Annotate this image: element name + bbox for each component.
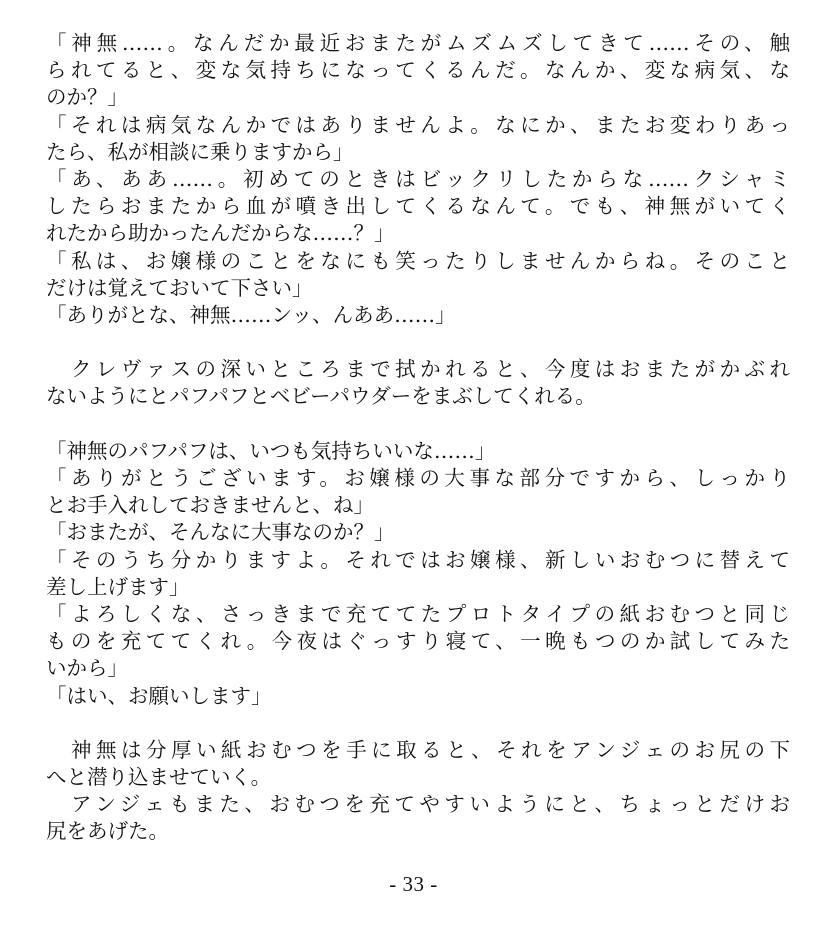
text-line: へと潜り込ませていく。 (46, 765, 272, 790)
document-page (46, 30, 790, 846)
text-line: 「ありがとな、神無……ンッ、んああ……」 (46, 302, 456, 327)
text-line: 「おまたが、そんなに大事なのか？」 (46, 520, 395, 545)
page-number: - 33 - (389, 872, 438, 896)
text-line: のか？」 (46, 85, 128, 110)
text-line: クレヴァスの深いところまで拭かれると、今度はおまたがかぶれ (46, 357, 790, 382)
text-line: 「私は、お嬢様のことをなにも笑ったりしませんからね。そのこと (46, 248, 790, 273)
blank-line (46, 411, 790, 438)
text-line: 「よろしくな、さっきまで充ててたプロトタイプの紙おむつと同じ (46, 601, 790, 626)
text-line: いから」 (46, 656, 128, 681)
text-line: 「神無のパフパフは、いつも気持ちいいな……」 (46, 438, 496, 463)
text-line: 「そのうち分かりますよ。それではお嬢様、新しいおむつに替えて (46, 547, 790, 572)
text-line: 神無は分厚い紙おむつを手に取ると、それをアンジェのお尻の下 (46, 737, 790, 762)
text-line: したらおまたから血が噴き出してくるなんて。でも、神無がいてく (46, 194, 790, 219)
text-line: アンジェもまた、おむつを充てやすいようにと、ちょっとだけお (46, 792, 790, 817)
blank-line (46, 710, 790, 737)
text-line: ものを充ててくれ。今夜はぐっすり寝て、一晩もつのか試してみた (46, 629, 790, 654)
text-line: とお手入れしておきませんと、ね」 (46, 493, 374, 518)
text-line: られてると、変な気持ちになってくるんだ。なんか、変な病気、な (46, 58, 790, 83)
text-line: 「はい、お願いします」 (46, 683, 272, 708)
text-line: 「ありがとうございます。お嬢様の大事な部分ですから、しっかり (46, 466, 790, 490)
text-line: 尻をあげた。 (46, 819, 169, 844)
text-line: 差し上げます」 (46, 574, 190, 599)
text-line: たら、私が相談に乗りますから」 (46, 139, 354, 164)
text-line: れたから助かったんだからな……？」 (46, 221, 395, 246)
text-line: 「あ、ああ……。初めてのときはビックリしたからな……クシャミ (46, 166, 790, 191)
text-line: 「神無……。なんだか最近おまたがムズムズしてきて……その、触 (46, 31, 790, 55)
text-line: 「それは病気なんかではありませんよ。なにか、またお変わりあっ (46, 112, 790, 137)
blank-line (46, 329, 790, 356)
text-line: ないようにとパフパフとベビーパウダーをまぶしてくれる。 (46, 384, 596, 409)
text-line: だけは覚えておいて下さい」 (46, 275, 313, 300)
